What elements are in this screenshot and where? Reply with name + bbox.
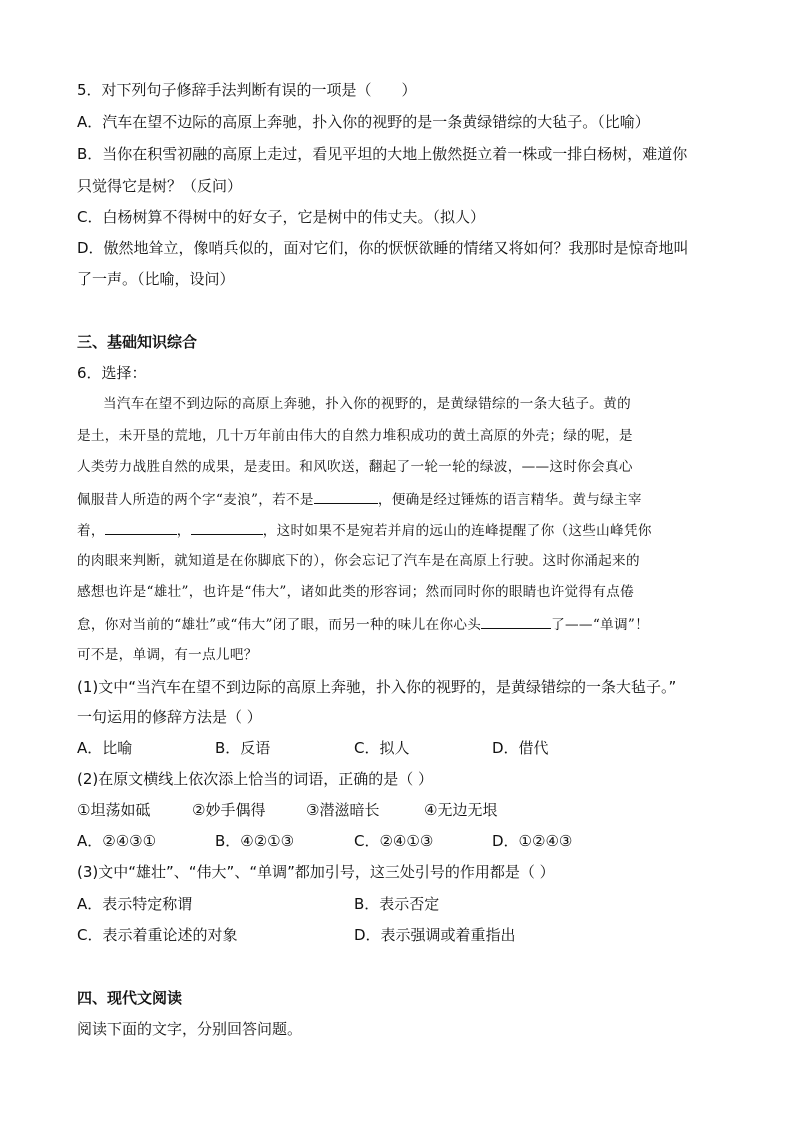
sub1-option-c[interactable]: C．拟人 [354,739,410,757]
sub3-stem: (3)文中“雄壮”、“伟大”、“单调”都加引号，这三处引号的作用都是（ ） [77,863,555,881]
passage-line-9: 可不是，单调，有一点儿吧？ [77,647,258,663]
passage-text: 怠，你对当前的“雄壮”或“伟大”闭了眼，而另一种的味儿在你心头 [77,617,482,633]
sub1-option-d[interactable]: D．借代 [492,739,549,757]
q5-option-b-line2: 只觉得它是树？（反问） [77,177,243,195]
passage-line-1: 当汽车在望不到边际的高原上奔驰，扑入你的视野的，是黄绿错综的一条大毡子。黄的 [103,396,631,412]
passage-line-8 [77,614,727,635]
passage-line-2: 是土，未开垦的荒地，几十万年前由伟大的自然力堆积成功的黄土高原的外壳；绿的呢，是 [77,428,633,444]
sub1-option-a[interactable]: A．比喻 [77,739,133,757]
fill-blank-4[interactable] [481,614,551,629]
passage-line-6: 的肉眼来判断，就知道是在你脚底下的），你会忘记了汽车是在高原上行驶。这时你涌起来的 [77,553,640,569]
passage-line-7: 感想也许是“雄壮”，也许是“伟大”，诸如此类的形容词；然而同时你的眼睛也许觉得有点倦 [77,584,634,600]
q5-option-b-line1: B．当你在积雪初融的高原上走过，看见平坦的大地上傲然挺立着一株或一排白杨树，难道你 [77,145,688,163]
q5-option-c: C．白杨树算不得树中的好女子，它是树中的伟丈夫。（拟人） [77,208,485,226]
sub3-option-a[interactable]: A．表示特定称谓 [77,895,193,913]
fill-blank-1[interactable] [314,489,378,504]
sub1-stem-line1: (1)文中“当汽车在望不到边际的高原上奔驰，扑入你的视野的，是黄绿错综的一条大毡子。” [77,678,677,696]
fill-blank-3[interactable] [191,520,263,535]
passage-text: 着， [77,523,105,539]
passage-line-3: 人类劳力战胜自然的成果，是麦田。和风吹送，翻起了一轮一轮的绿波，——这时你会真心 [77,459,633,475]
fill-blank-2[interactable] [105,520,177,535]
sub2-word-1: ①坦荡如砥 [77,801,151,819]
sub2-word-2: ②妙手偶得 [192,801,266,819]
sub2-option-c[interactable]: C．②④①③ [354,832,434,850]
q5-option-d-line1: D．傲然地耸立，像哨兵似的，面对它们，你的恹恹欲睡的情绪又将如何？我那时是惊奇地叫 [77,239,689,257]
passage-text: 了——“单调”！ [551,617,650,633]
q5-stem: 5．对下列句子修辞手法判断有误的一项是（ ） [77,81,417,99]
sub3-option-b[interactable]: B．表示否定 [354,895,440,913]
sub2-option-a[interactable]: A．②④③① [77,832,157,850]
sub1-stem-line2: 一句运用的修辞方法是（ ） [77,708,262,726]
passage-text: ，便确是经过锤炼的语言精华。黄与绿主宰 [377,492,642,508]
passage-text: ，这时如果不是宛若并肩的远山的连峰提醒了你（这些山峰凭你 [262,523,652,539]
q5-option-a: A．汽车在望不边际的高原上奔驰，扑入你的视野的是一条黄绿错综的大毡子。（比喻） [77,113,650,131]
passage-text: 佩服昔人所造的两个字“麦浪”，若不是 [77,492,314,508]
sub2-stem: (2)在原文横线上依次添上恰当的词语，正确的是（ ） [77,770,434,788]
q6-label: 6．选择： [77,364,147,382]
sub2-option-d[interactable]: D．①②④③ [492,832,573,850]
passage-line-5 [77,520,727,541]
section4-intro: 阅读下面的文字，分别回答问题。 [77,1020,303,1038]
sub1-option-b[interactable]: B．反语 [215,739,271,757]
q5-option-d-line2: 了一声。（比喻，设问） [77,270,235,288]
sub3-option-d[interactable]: D．表示强调或着重指出 [354,926,516,944]
sub2-option-b[interactable]: B．④②①③ [215,832,295,850]
passage-text: ， [176,523,191,539]
section3-title: 三、基础知识综合 [77,333,198,351]
sub2-word-4: ④无边无垠 [424,801,498,819]
sub2-word-3: ③潜滋暗长 [306,801,380,819]
section4-title: 四、现代文阅读 [77,989,183,1007]
passage-line-4 [77,489,727,510]
sub3-option-c[interactable]: C．表示着重论述的对象 [77,926,238,944]
